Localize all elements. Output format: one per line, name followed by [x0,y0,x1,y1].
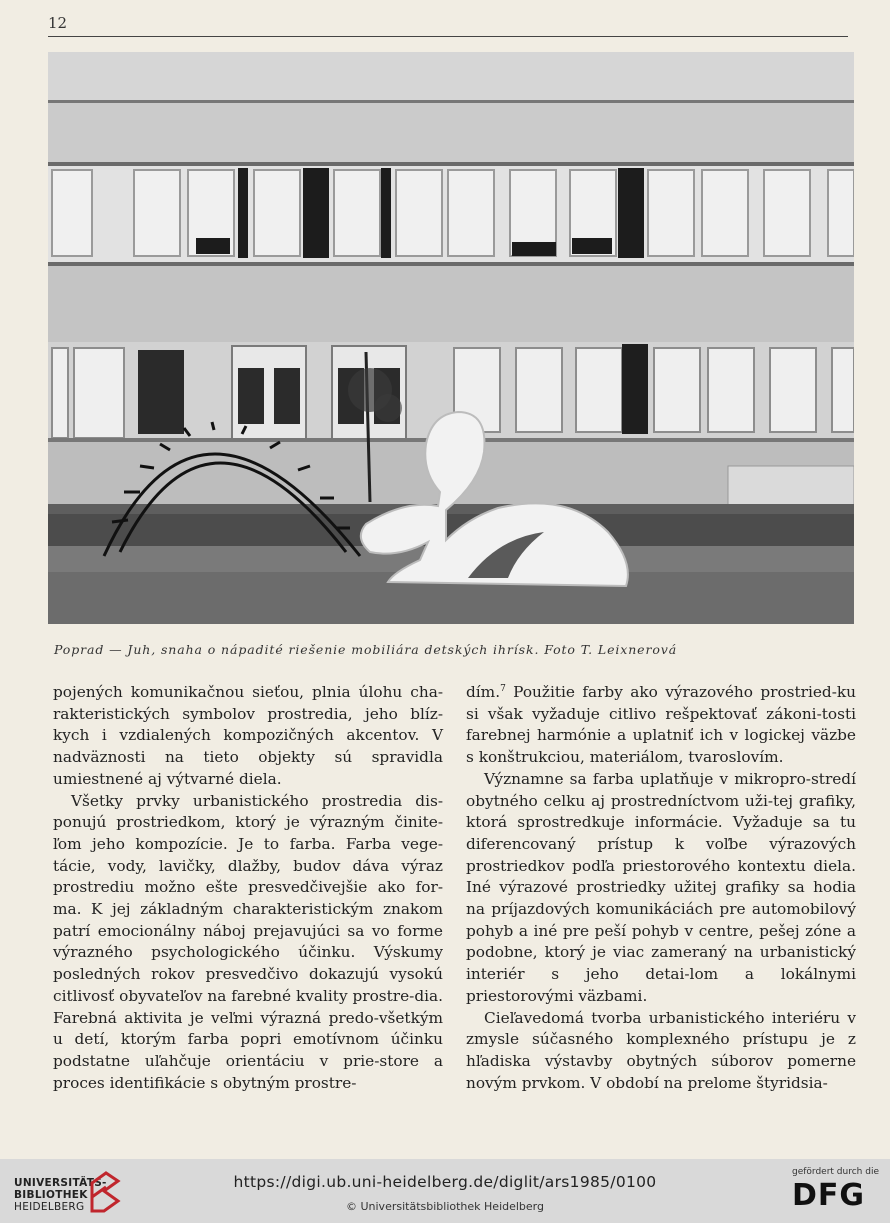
page-number: 12 [48,14,68,32]
viewer-footer [0,1159,890,1223]
header-rule [48,36,848,37]
library-name: UNIVERSITÄTS- BIBLIOTHEK HEIDELBERG [14,1177,107,1213]
left-text-column [53,682,443,1094]
figure-caption: Poprad — Juh, snaha o nápadité riešenie mobiliára detských ihrísk. Foto T. Leixnerová [54,642,678,657]
paragraph [466,682,856,769]
page-url-link[interactable]: https://digi.ub.uni-heidelberg.de/diglit/ars1985/0100 [233,1173,657,1191]
footnote-reference[interactable]: 7 [500,683,506,694]
paragraph: pojených komunikačnou sieťou, plnia úlohu cha-rakteristických symbolov prostredia, jeho blíz-kych i vzdialených kompozičných akcentov. V nadväznosti na tieto objekty sú spravidla umiestnené aj výtvarné diela. [53,683,443,788]
paragraph: Cieľavedomá tvorba urbanistického interiéru v zmysle súčasného komplexného prístupu je z hľadiska výstavby obytných súborov pomerne novým prvkom. V období na prelome štyridsia- [466,1008,856,1092]
paragraph-start: dím. [466,683,501,701]
paragraph: Všetky prvky urbanistického prostredia dis-ponujú prostriedkom, ktorý je výrazným činite-ľom jeho kompozície. Je to farba. Farba vege-tácie, vody, lavičky, dlažby, budov dáva výraz prostrediu možno ešte presvedčivejšie ako for-ma. K jej základným charakteristickým znakom patrí emocionálny náboj prejavujúci sa vo forme výrazného psychologického účinku. Výskumy posledných rokov presvedčivo dokazujú vysokú citlivosť obyvateľov na farebné kvality prostre-dia. Farebná aktivita je veľmi výrazná predo-všetkým u detí, ktorým farba popri emotívnom účinku podstatne uľahčuje orientáciu v prie-store a proces identifikácie s obytným prostre- [53,791,443,1092]
paragraph: Významne sa farba uplatňuje v mikropro-stredí obytného celku aj prostredníctvom uži-tej grafiky, ktorá sprostredkuje informácie. Vyžaduje sa tu diferencovaný prístup k voľbe výrazových prostriedkov podľa priestorového kontextu diela. Iné výrazové prostriedky užitej grafiky sa hodia na príjazdových komunikáciách pre automobilový pohyb a iné pre peší pohyb v centre, pešej zóne a podobne, ktorý je viac zameraný na urbanistický interiér s jeho detai-lom a lokálnymi priestorovými väzbami. [466,769,856,1005]
funded-by-label: gefördert durch die [792,1167,879,1177]
right-text-column [466,682,856,1094]
photo-playground-sculpture [48,52,854,624]
paragraph-rest: Použitie farby ako výrazového prostried-ku si však vyžaduje citlivo rešpektovať zákoni-tosti farebnej harmónie a uplatniť ich v logickej väzbe s konštrukciou, materiálom, tvaroslovím. [466,683,856,767]
dfg-logo: DFG [792,1178,866,1213]
copyright-notice: © Universitätsbibliothek Heidelberg [345,1200,544,1213]
